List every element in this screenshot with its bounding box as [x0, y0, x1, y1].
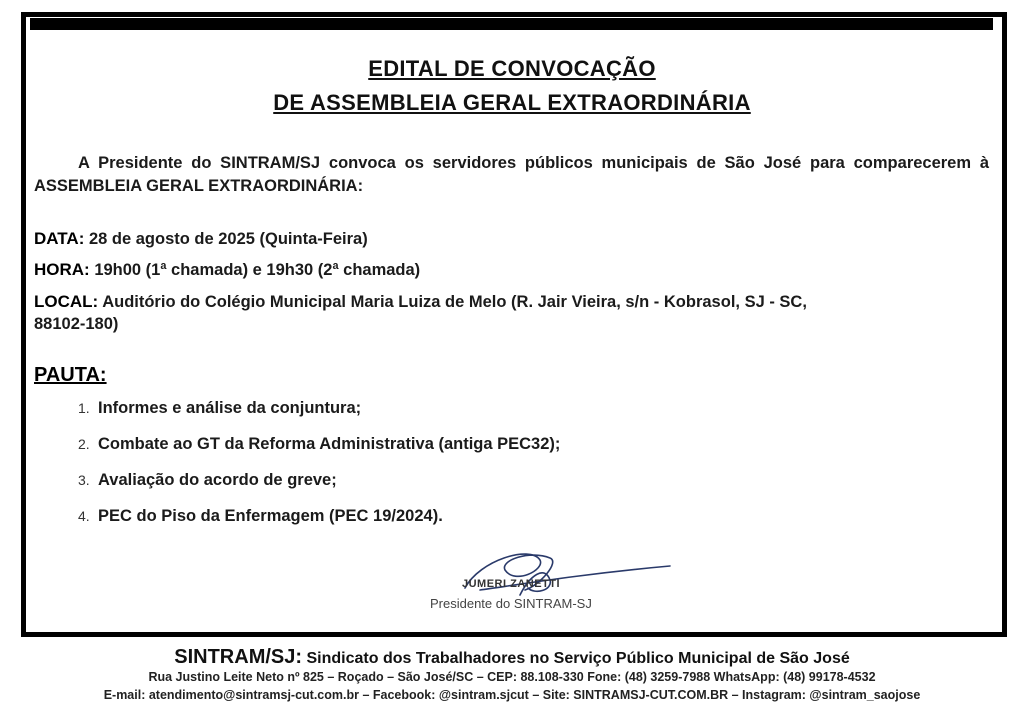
agenda-item-text: Combate ao GT da Reforma Administrativa (antiga PEC32);: [98, 435, 561, 453]
footer-organization: [0, 646, 1024, 669]
date-value: 28 de agosto de 2025 (Quinta-Feira): [88, 230, 368, 248]
top-black-bar: [30, 18, 993, 30]
signature-name: JUMERI ZANETTI: [462, 578, 561, 590]
title-line-1: EDITAL DE CONVOCAÇÃO: [368, 56, 656, 81]
time-value: 19h00 (1ª chamada) e 19h30 (2ª chamada): [94, 261, 421, 279]
signature-role: Presidente do SINTRAM-SJ: [430, 596, 592, 611]
time-line: [34, 260, 420, 280]
agenda-item-number: 2.: [78, 436, 90, 452]
time-label: HORA:: [34, 260, 90, 279]
title-line-2: DE ASSEMBLEIA GERAL EXTRAORDINÁRIA: [273, 90, 751, 115]
agenda-item-number: 3.: [78, 472, 90, 488]
location-line: [34, 292, 989, 312]
location-value-line2: 88102-180): [34, 315, 119, 333]
agenda-item: [78, 469, 560, 505]
footer-contacts: E-mail: atendimento@sintramsj-cut.com.br – Facebook: @sintram.sjcut – Site: SINTRAMSJ-CUT.COM.BR – Instagram: @sintram_saojose: [103, 688, 921, 702]
date-label: DATA:: [34, 229, 85, 248]
location-line-2: [34, 315, 118, 334]
footer-address: Rua Justino Leite Neto nº 825 – Roçado – São José/SC – CEP: 88.108-330 Fone: (48) 3259-7988 WhatsApp: (48) 99178-4532: [148, 670, 876, 684]
agenda-item-text: Avaliação do acordo de greve;: [98, 471, 337, 489]
location-label: LOCAL:: [34, 292, 99, 311]
date-line: [34, 229, 368, 249]
footer-org-abbr: SINTRAM/SJ:: [174, 646, 303, 668]
location-value-line1: Auditório do Colégio Municipal Maria Luiza de Melo (R. Jair Vieira, s/n - Kobrasol, SJ - SC,: [102, 293, 807, 311]
agenda-list: [78, 397, 560, 541]
agenda-item: [78, 433, 560, 469]
agenda-item-text: Informes e análise da conjuntura;: [98, 399, 362, 417]
agenda-item-number: 1.: [78, 400, 90, 416]
intro-paragraph: A Presidente do SINTRAM/SJ convoca os servidores públicos municipais de São José para comparecerem à ASSEMBLEIA GERAL EXTRAORDINÁRIA:: [34, 154, 989, 195]
agenda-item: [78, 397, 560, 433]
footer-org-name: Sindicato dos Trabalhadores no Serviço Público Municipal de São José: [306, 650, 850, 667]
agenda-item: [78, 505, 560, 541]
agenda-title: PAUTA:: [34, 364, 107, 386]
agenda-item-number: 4.: [78, 508, 90, 524]
agenda-item-text: PEC do Piso da Enfermagem (PEC 19/2024).: [98, 507, 443, 525]
